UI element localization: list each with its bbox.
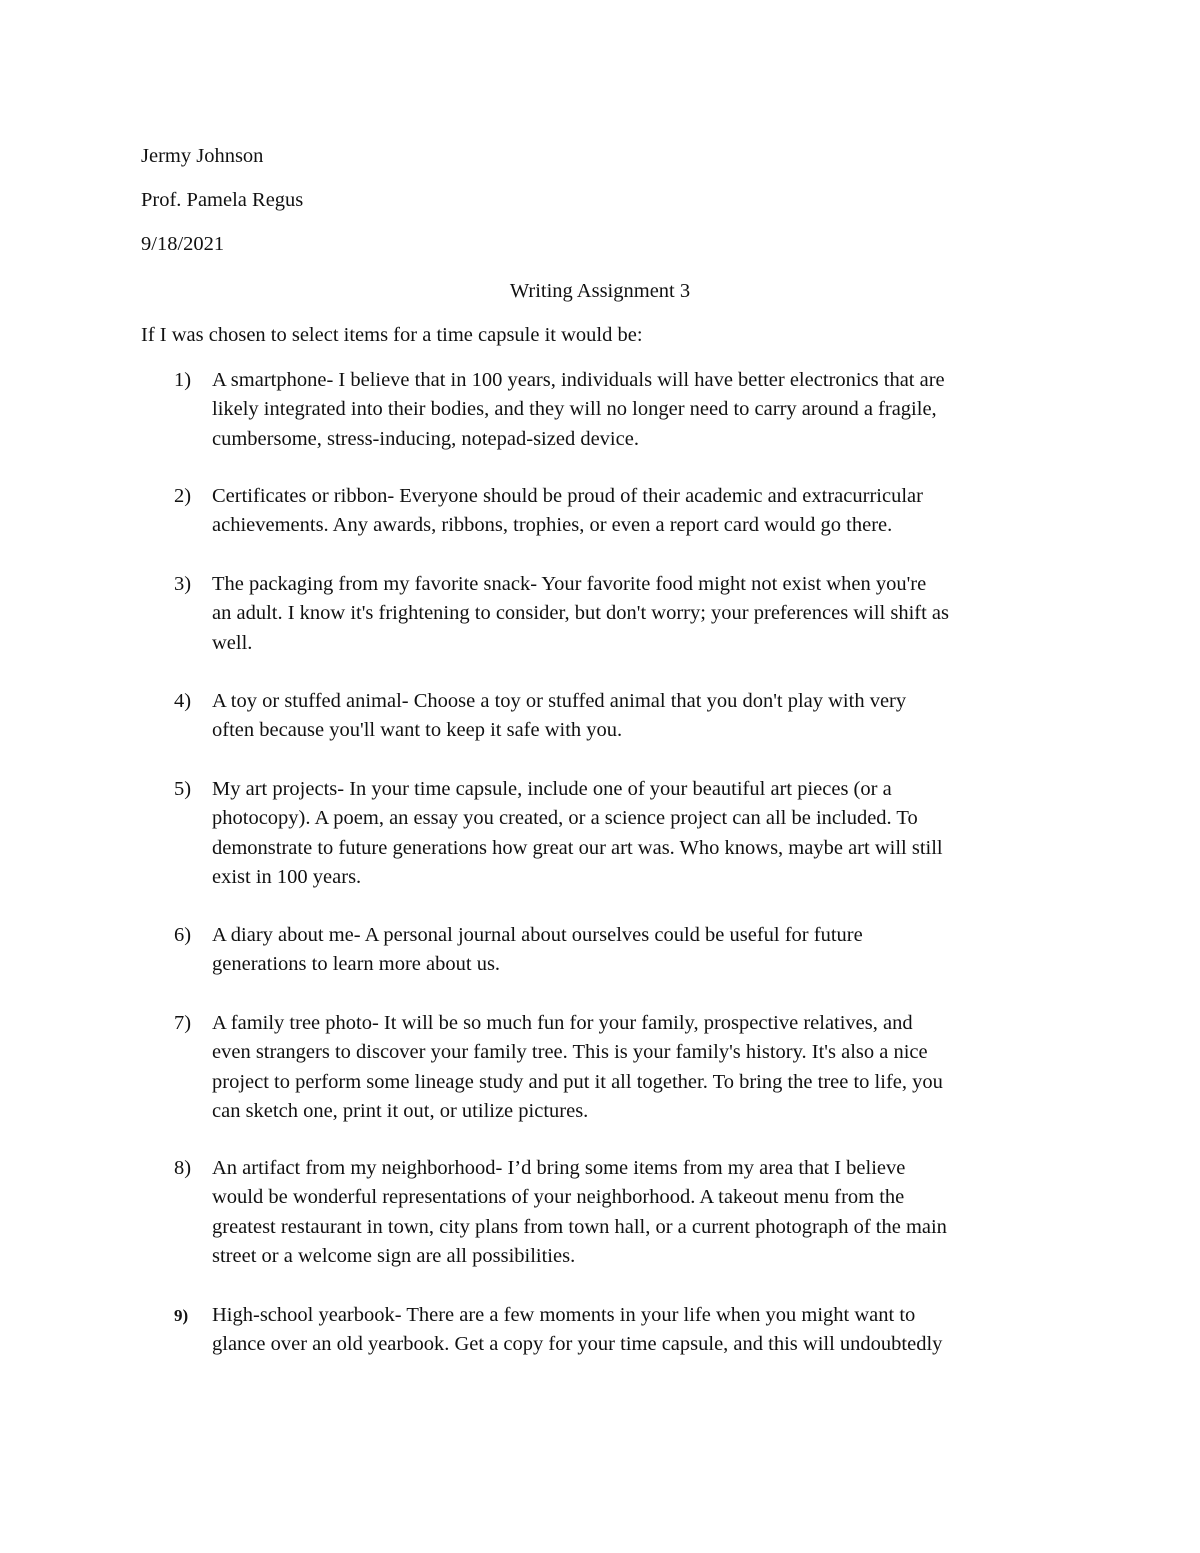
list-item-line: High-school yearbook- There are a few moments in your life when you might want to bbox=[212, 1304, 916, 1326]
list-item-number: 3) bbox=[174, 573, 192, 595]
list-item-text bbox=[212, 1301, 1062, 1360]
list-item-line: Certificates or ribbon- Everyone should be proud of their academic and extracurricular bbox=[212, 485, 923, 507]
list-item-line: greatest restaurant in town, city plans from town hall, or a current photograph of the main bbox=[212, 1215, 947, 1238]
list-item-line: would be wonderful representations of your neighborhood. A takeout menu from the bbox=[212, 1186, 905, 1209]
list-item-number: 4) bbox=[174, 690, 192, 712]
list-item-line: glance over an old yearbook. Get a copy for your time capsule, and this will undoubtedly bbox=[212, 1333, 943, 1356]
list-item-line: photocopy). A poem, an essay you created, or a science project can all be included. To bbox=[212, 807, 918, 830]
list-item-number: 5) bbox=[174, 778, 192, 800]
list-item-text bbox=[212, 1009, 1062, 1126]
student-name: Jermy Johnson bbox=[141, 145, 264, 167]
document-title: Writing Assignment 3 bbox=[509, 280, 691, 302]
list-item-text bbox=[212, 921, 1062, 980]
list-item-line: An artifact from my neighborhood- I’d bring some items from my area that I believe bbox=[212, 1157, 906, 1179]
assignment-date: 9/18/2021 bbox=[141, 233, 225, 255]
list-item-line: likely integrated into their bodies, and they will no longer need to carry around a fragile, bbox=[212, 398, 937, 421]
list-item-text bbox=[212, 1154, 1062, 1271]
list-item-line: A toy or stuffed animal- Choose a toy or stuffed animal that you don't play with very bbox=[212, 690, 907, 712]
list-item-text bbox=[212, 570, 1062, 658]
list-item-line: exist in 100 years. bbox=[212, 865, 362, 888]
list-item-line: even strangers to discover your family tree. This is your family's history. It's also a nice bbox=[212, 1041, 928, 1064]
list-item-line: A smartphone- I believe that in 100 years, individuals will have better electronics that are bbox=[212, 369, 945, 391]
list-item-line: well. bbox=[212, 631, 253, 654]
list-item-line: The packaging from my favorite snack- Your favorite food might not exist when you're bbox=[212, 573, 927, 595]
list-item-number: 6) bbox=[174, 924, 192, 946]
list-item-line: project to perform some lineage study and put it all together. To bring the tree to life, you bbox=[212, 1070, 943, 1093]
professor-name: Prof. Pamela Regus bbox=[141, 189, 304, 211]
list-item-number: 2) bbox=[174, 485, 192, 507]
list-item-number: 7) bbox=[174, 1012, 192, 1034]
list-item-line: A diary about me- A personal journal about ourselves could be useful for future bbox=[212, 924, 863, 946]
list-item-number: 9) bbox=[174, 1306, 189, 1325]
list-item-line: street or a welcome sign are all possibilities. bbox=[212, 1244, 576, 1267]
list-item-number: 8) bbox=[174, 1157, 192, 1179]
list-item-text bbox=[212, 366, 1062, 454]
list-item-line: A family tree photo- It will be so much fun for your family, prospective relatives, and bbox=[212, 1012, 913, 1034]
list-item-text bbox=[212, 687, 1062, 746]
list-item-text bbox=[212, 482, 1062, 541]
list-item-line: demonstrate to future generations how great our art was. Who knows, maybe art will still bbox=[212, 836, 943, 859]
list-item-text bbox=[212, 775, 1062, 892]
list-item-line: cumbersome, stress-inducing, notepad-sized device. bbox=[212, 427, 639, 450]
intro-paragraph: If I was chosen to select items for a time capsule it would be: bbox=[141, 324, 643, 346]
list-item-line: often because you'll want to keep it safe with you. bbox=[212, 719, 623, 742]
list-item-line: can sketch one, print it out, or utilize pictures. bbox=[212, 1099, 589, 1122]
list-item-number: 1) bbox=[174, 369, 192, 391]
list-item-line: achievements. Any awards, ribbons, trophies, or even a report card would go there. bbox=[212, 514, 893, 537]
list-item-line: an adult. I know it's frightening to consider, but don't worry; your preferences will shift as bbox=[212, 602, 949, 625]
list-item-line: generations to learn more about us. bbox=[212, 953, 501, 976]
list-item-line: My art projects- In your time capsule, include one of your beautiful art pieces (or a bbox=[212, 778, 892, 800]
